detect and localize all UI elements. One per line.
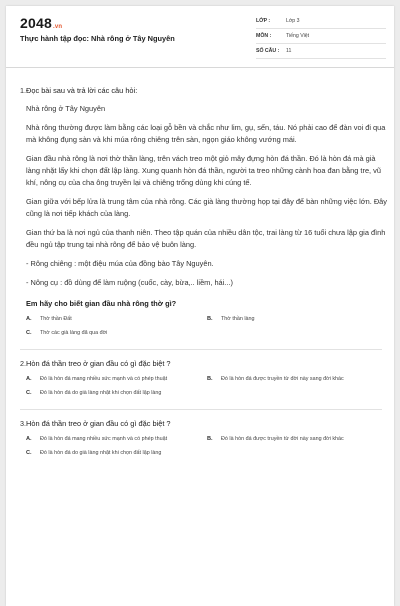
option-a[interactable] <box>26 315 207 323</box>
passage-note: - Rông chiêng : một điệu múa của đồng bào Tây Nguyên. <box>26 259 214 268</box>
meta-row-subject <box>256 29 386 44</box>
meta-row-grade <box>256 14 386 29</box>
option-c[interactable] <box>26 449 207 457</box>
question-prompt: Hòn đá thần treo ở gian đầu có gì đặc biệt ? <box>26 359 171 368</box>
worksheet-meta <box>256 14 386 59</box>
question-body <box>26 86 388 337</box>
passage-paragraph: Gian thứ ba là nơi ngủ của thanh niên. Theo tập quán của nhiều dân tộc, trai làng từ 16 tuổi chưa lập gia đình đều ngủ tập trung tại nhà rông để bảo vệ buôn làng. <box>26 228 386 249</box>
passage-paragraph: Nhà rông thường được làm bằng các loại gỗ bền và chắc như lim, gụ, sến, táu. Nó phải cao để đàn voi đi qua mà không đụng sàn và khi múa rông chiêng trên sàn, ngọn giáo không vướng mái. <box>26 123 386 144</box>
passage-note: - Nông cụ : đồ dùng để làm ruộng (cuốc, cày, bừa,.. liềm, hái...) <box>26 278 233 287</box>
option-letter: C. <box>26 390 32 396</box>
option-text: Đó là hòn đá được truyền từ đời này sang đời khác <box>221 436 344 442</box>
answer-options <box>26 375 388 397</box>
option-row <box>26 389 388 397</box>
option-row <box>26 329 388 337</box>
site-logo[interactable] <box>20 15 62 31</box>
option-letter: A. <box>26 436 32 442</box>
option-text: Thờ thần làng <box>221 316 255 322</box>
meta-label: LỚP : <box>256 18 271 24</box>
question-prompt: Hòn đá thần treo ở gian đầu có gì đặc biệt ? <box>26 419 171 428</box>
question-1 <box>20 86 387 337</box>
answer-options <box>26 315 388 337</box>
worksheet-content <box>20 86 387 457</box>
meta-row-count <box>256 44 386 59</box>
option-letter: B. <box>207 376 213 382</box>
option-letter: A. <box>26 376 32 382</box>
question-number: 2. <box>20 359 26 368</box>
option-letter: C. <box>26 450 32 456</box>
passage-paragraph: Gian giữa với bếp lửa là trung tâm của nhà rông. Các già làng thường họp tại đây để bàn những việc lớn. Đây cũng là nơi tiếp khách của làng. <box>26 197 387 218</box>
option-letter: B. <box>207 436 213 442</box>
option-c[interactable] <box>26 389 207 397</box>
question-divider <box>20 349 382 350</box>
meta-label: SỐ CÂU : <box>256 48 280 54</box>
question-number: 1. <box>20 86 26 95</box>
question-ask: Em hãy cho biết gian đầu nhà rông thờ gì? <box>26 299 177 308</box>
option-letter: A. <box>26 316 32 322</box>
question-divider <box>20 409 382 410</box>
option-a[interactable] <box>26 375 207 383</box>
worksheet-page <box>6 6 394 606</box>
option-c[interactable] <box>26 329 207 337</box>
option-text: Đó là hòn đá mang nhiều sức mạnh và có phép thuật <box>40 436 168 442</box>
option-letter: C. <box>26 330 32 336</box>
option-row <box>26 375 388 383</box>
worksheet-title: Thực hành tập đọc: Nhà rông ở Tây Nguyên <box>20 34 175 43</box>
question-2 <box>20 359 382 397</box>
question-body <box>26 419 388 457</box>
option-row <box>26 435 388 443</box>
meta-label: MÔN : <box>256 33 272 39</box>
meta-value: Tiếng Việt <box>286 33 310 39</box>
option-text: Thờ các già làng đã qua đời <box>40 330 108 336</box>
option-text: Đó là hòn đá mang nhiều sức mạnh và có phép thuật <box>40 376 168 382</box>
logo-main: 2048 <box>20 15 52 31</box>
answer-options <box>26 435 388 457</box>
passage-title: Nhà rông ở Tây Nguyên <box>26 104 106 113</box>
meta-value: Lớp 3 <box>286 18 300 24</box>
option-text: Thờ thần Đất <box>40 316 72 322</box>
option-row <box>26 449 388 457</box>
option-text: Đó là hòn đá do già làng nhặt khi chọn đất lập làng <box>40 450 162 456</box>
question-3 <box>20 419 382 457</box>
option-b[interactable] <box>207 435 388 443</box>
option-b[interactable] <box>207 375 388 383</box>
option-row <box>26 315 388 323</box>
question-prompt: Đọc bài sau và trả lời các câu hỏi: <box>26 86 138 95</box>
option-a[interactable] <box>26 435 207 443</box>
logo-suffix: .vn <box>52 24 63 30</box>
option-text: Đó là hòn đá do già làng nhặt khi chọn đất lập làng <box>40 390 162 396</box>
meta-value: 11 <box>286 48 292 54</box>
option-b[interactable] <box>207 315 388 323</box>
passage-paragraph: Gian đầu nhà rông là nơi thờ thần làng, trên vách treo một giỏ mây đựng hòn đá thần. Đó là hòn đá mà già làng nhặt lấy khi chọn đất lập làng. Xung quanh hòn đá thần, người ta treo những cành hoa đan bằng tre, vũ khí, nông cụ của cha ông truyền lại và chiêng trống dùng khi cúng tế. <box>26 154 381 187</box>
option-letter: B. <box>207 316 213 322</box>
question-number: 3. <box>20 419 26 428</box>
option-text: Đó là hòn đá được truyền từ đời này sang đời khác <box>221 376 344 382</box>
question-body <box>26 359 388 397</box>
worksheet-header <box>6 6 394 68</box>
